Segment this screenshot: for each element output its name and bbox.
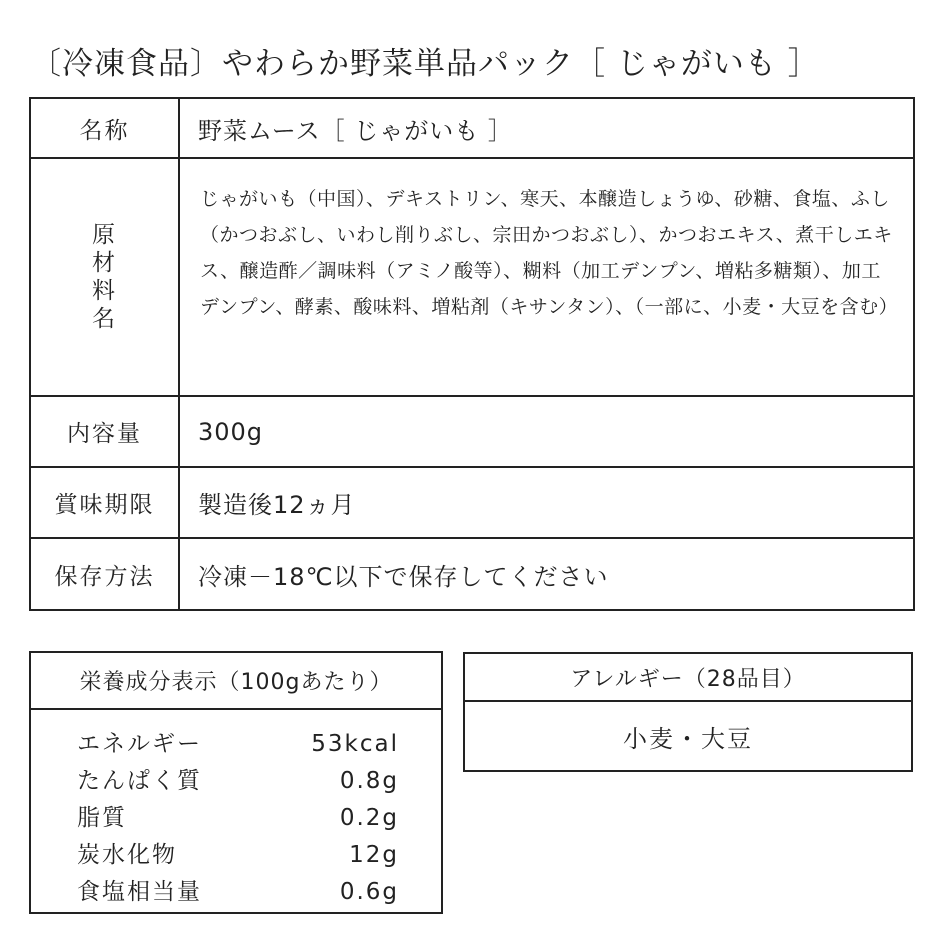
nutrition-label: エネルギー: [77, 731, 202, 757]
allergy-header: アレルギー（28品目）: [465, 654, 911, 702]
content-value: 300g: [198, 417, 264, 446]
nutrition-row: [77, 800, 399, 837]
ingredients-label: [31, 159, 180, 395]
nutrition-value: 0.6g: [339, 879, 399, 905]
spec-row-expiry: [31, 466, 913, 537]
spec-row-name: [31, 99, 913, 157]
nutrition-label: 炭水化物: [77, 842, 177, 868]
name-label: 名称: [31, 99, 180, 157]
nutrition-row: [77, 874, 399, 911]
nutrition-value: 0.2g: [339, 805, 399, 831]
expiry-value: 製造後12ヵ月: [198, 491, 356, 519]
nutrition-value: 53kcal: [311, 731, 399, 757]
nutrition-value: 12g: [349, 842, 399, 868]
content-label: 内容量: [31, 397, 180, 466]
spec-row-content: [31, 395, 913, 466]
nutrition-table: [29, 651, 443, 914]
ingredients-label-char: 材: [92, 250, 117, 276]
spec-row-storage: [31, 537, 913, 609]
ingredients-value: じゃがいも（中国）、デキストリン、寒天、本醸造しょうゆ、砂糖、食塩、ふし（かつおぶし、いわし削りぶし、宗田かつおぶし）、かつおエキス、煮干しエキス、醸造酢／調味料（アミノ酸等）、糊料（加工デンプン、増粘多糖類）、加工デンプン、酵素、酸味料、増粘剤（キサンタン）、（一部に、小麦・大豆を含む）: [200, 188, 899, 318]
spec-row-ingredients: [31, 157, 913, 395]
nutrition-label: たんぱく質: [77, 768, 202, 794]
nutrition-header: 栄養成分表示（100gあたり）: [31, 653, 441, 710]
ingredients-label-char: 料: [92, 278, 117, 304]
nutrition-label: 食塩相当量: [77, 879, 202, 905]
ingredients-label-char: 名: [92, 306, 117, 332]
product-spec-table: [29, 97, 915, 611]
expiry-label: 賞味期限: [31, 468, 180, 537]
storage-value: 冷凍－18℃以下で保存してください: [198, 562, 609, 591]
nutrition-rows: [31, 710, 441, 911]
page-title: 〔冷凍食品〕やわらか野菜単品パック［ じゃがいも ］: [30, 46, 820, 82]
nutrition-row: [77, 837, 399, 874]
allergy-table: [463, 652, 913, 772]
nutrition-label: 脂質: [77, 805, 127, 831]
nutrition-row: [77, 763, 399, 800]
nutrition-value: 0.8g: [339, 768, 399, 794]
ingredients-label-char: 原: [92, 222, 117, 248]
name-value: 野菜ムース［ じゃがいも ］: [198, 116, 513, 145]
storage-label: 保存方法: [31, 539, 180, 609]
allergy-value: 小麦・大豆: [623, 724, 753, 753]
nutrition-row: [77, 726, 399, 763]
